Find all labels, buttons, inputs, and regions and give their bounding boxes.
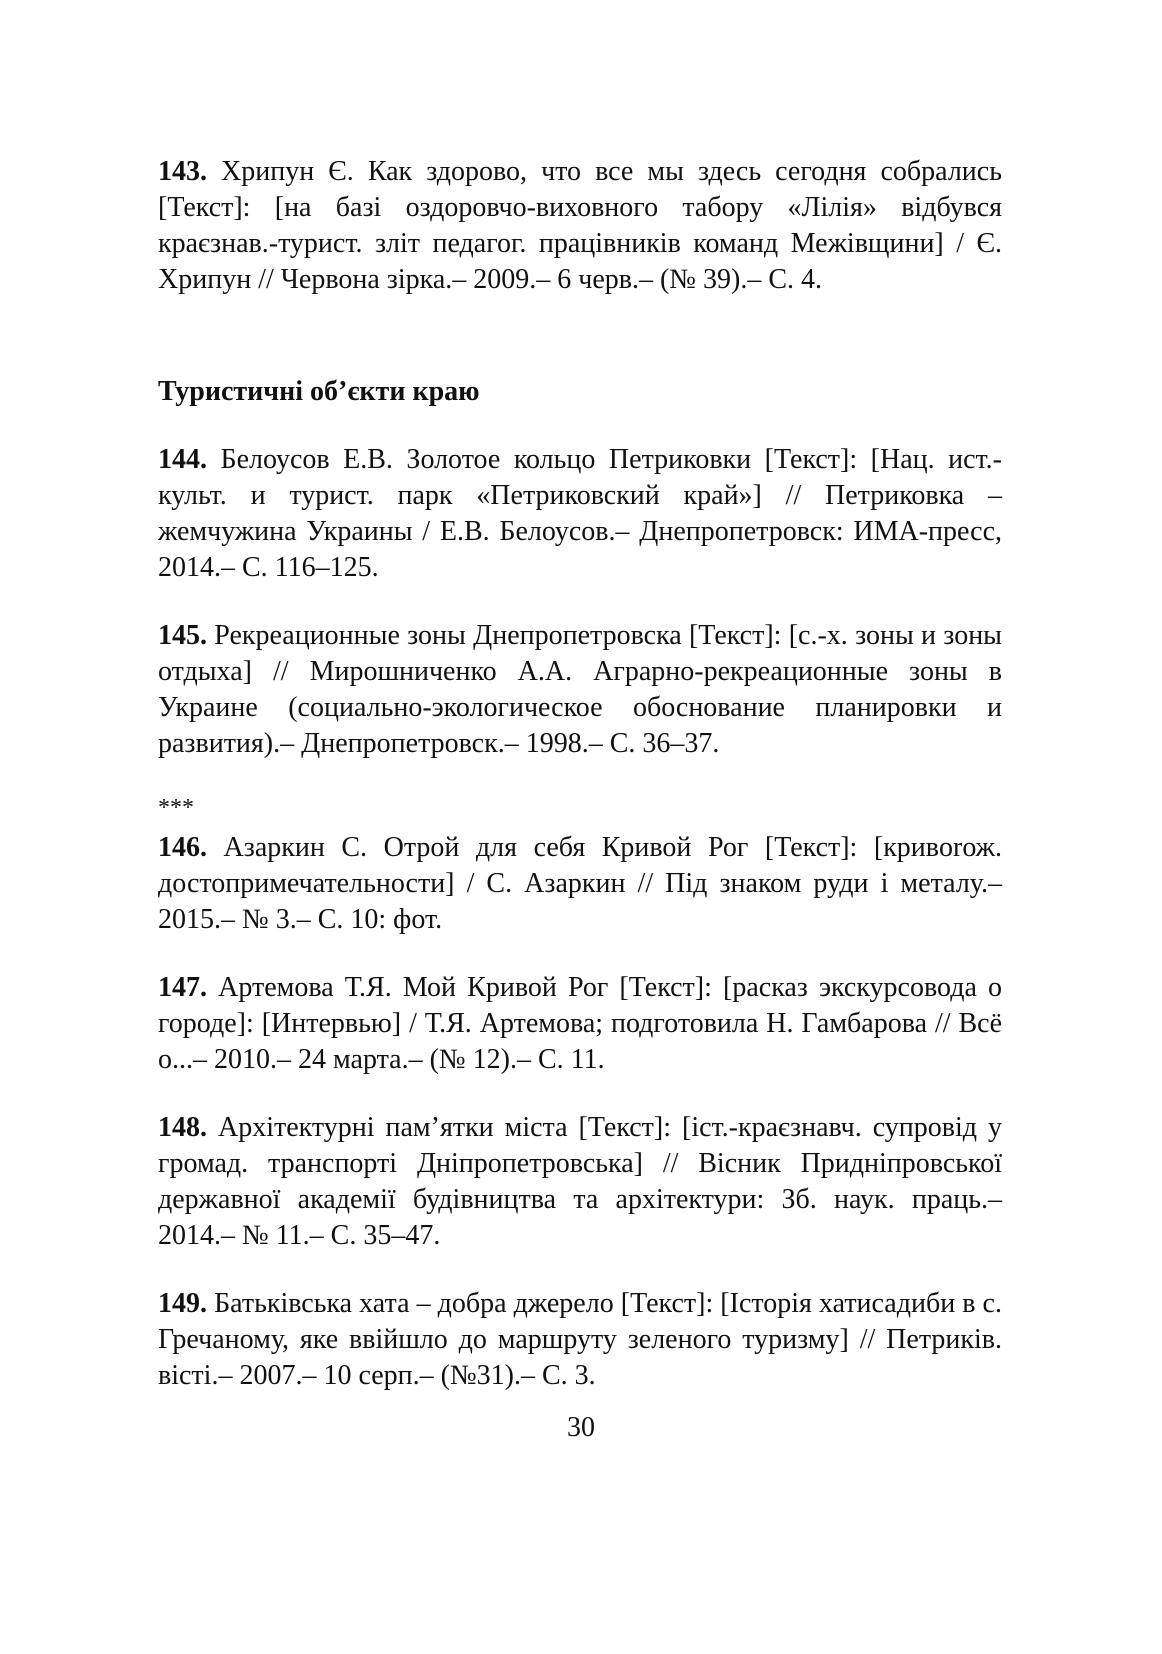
entry-number: 149. — [158, 1288, 207, 1319]
entry-number: 144. — [158, 444, 207, 475]
entry-text: Архітектурні пам’ятки міста [Текст]: [іст.-краєзнавч. супровід у громад. транспорті Дніпропетровська] // Вісник Придніпровської державної академії будівництва та архітектури: Зб. наук. праць.– 2014.– № 11.– С. 35–47. — [158, 1112, 1002, 1251]
entry-number: 145. — [158, 620, 207, 651]
page-content — [158, 154, 1002, 1394]
bibliography-entry-145 — [158, 618, 1002, 762]
entry-text: Хрипун Є. Как здорово, что все мы здесь сегодня собрались [Текст]: [на базі оздоровчо-виховного табору «Лілія» відбувся краєзнав.-турист. зліт педагог. працівників команд Межівщини] / Є. Хрипун // Червона зірка.– 2009.– 6 черв.– (№ 39).– С. 4. — [158, 156, 1002, 295]
entry-text: Белоусов Е.В. Золотое кольцо Петриковки [Текст]: [Нац. ист.-культ. и турист. парк «Петриковский край»] // Петриковка – жемчужина Украины / Е.В. Белоусов.– Днепропетровск: ИМА-пресс, 2014.– С. 116–125. — [158, 444, 1002, 583]
entry-text: Батьківська хата – добра джерело [Текст]: [Історія хатисадиби в с. Гречаному, яке ввійшло до маршруту зеленого туризму] // Петриків. вісті.– 2007.– 10 серп.– (№31).– С. 3. — [158, 1288, 1002, 1391]
bibliography-entry-146 — [158, 830, 1002, 938]
bibliography-entry-144 — [158, 442, 1002, 586]
bibliography-entry-149 — [158, 1286, 1002, 1394]
bibliography-entry-143 — [158, 154, 1002, 298]
entry-number: 143. — [158, 156, 207, 187]
entry-text: Рекреационные зоны Днепропетровска [Текст]: [с.-х. зоны и зоны отдыха] // Мирошниченко А.А. Аграрно-рекреационные зоны в Украине (социально-экологическое обоснование планировки и развития).– Днепропетровск.– 1998.– С. 36–37. — [158, 620, 1002, 759]
entry-number: 147. — [158, 972, 207, 1003]
entry-text: Азаркин С. Отрой для себя Кривой Рог [Текст]: [кривorож. достопримечательности] / С. Азаркин // Під знаком руди і металу.– 2015.– № 3.– С. 10: фот. — [158, 832, 1002, 935]
entry-number: 146. — [158, 832, 207, 863]
bibliography-entry-148 — [158, 1110, 1002, 1254]
entry-number: 148. — [158, 1112, 207, 1143]
page-number: 30 — [567, 1412, 595, 1443]
bibliography-entry-147 — [158, 970, 1002, 1078]
entry-text: Артемова Т.Я. Мой Кривой Рог [Текст]: [расказ экскурсовода о городе]: [Интервью] / Т.Я. Артемова; подготовила Н. Гамбарова // Всё о...– 2010.– 24 марта.– (№ 12).– С. 11. — [158, 972, 1002, 1075]
section-separator: *** — [158, 795, 194, 821]
section-heading: Туристичні об’єкти краю — [158, 376, 480, 407]
